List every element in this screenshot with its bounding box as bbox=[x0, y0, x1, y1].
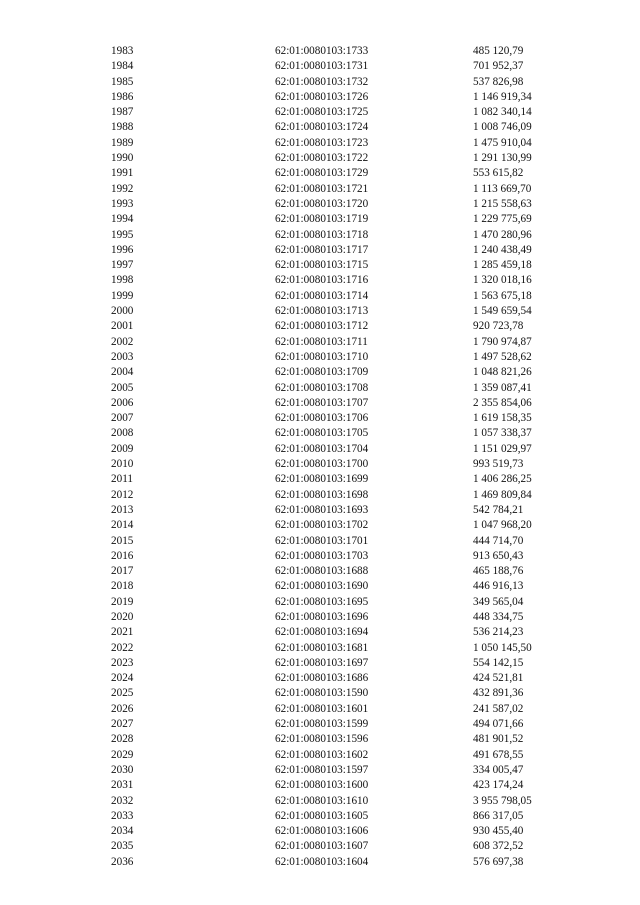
table-row bbox=[0, 335, 640, 350]
table-row bbox=[0, 319, 640, 334]
cadastral-number: 62:01:0080103:1696 bbox=[275, 610, 369, 623]
cadastral-number: 62:01:0080103:1604 bbox=[275, 855, 369, 868]
cadastral-number: 62:01:0080103:1695 bbox=[275, 595, 369, 608]
cadastral-number: 62:01:0080103:1599 bbox=[275, 718, 369, 731]
cadastral-number: 62:01:0080103:1607 bbox=[275, 840, 369, 853]
cadastral-number: 62:01:0080103:1732 bbox=[275, 75, 369, 88]
table-row bbox=[0, 855, 640, 870]
table-row bbox=[0, 625, 640, 640]
row-number: 2019 bbox=[111, 595, 134, 608]
cadastral-value: 1 146 919,34 bbox=[473, 90, 532, 103]
row-number: 2017 bbox=[111, 565, 134, 578]
table-row bbox=[0, 503, 640, 518]
row-number: 2014 bbox=[111, 519, 134, 532]
table-row bbox=[0, 686, 640, 701]
cadastral-value: 423 174,24 bbox=[473, 779, 524, 792]
table-row bbox=[0, 228, 640, 243]
cadastral-number: 62:01:0080103:1704 bbox=[275, 442, 369, 455]
table-row bbox=[0, 304, 640, 319]
cadastral-value: 701 952,37 bbox=[473, 60, 524, 73]
cadastral-number: 62:01:0080103:1707 bbox=[275, 396, 369, 409]
row-number: 2015 bbox=[111, 534, 134, 547]
row-number: 1991 bbox=[111, 167, 134, 180]
cadastral-value: 1 151 029,97 bbox=[473, 442, 532, 455]
row-number: 2035 bbox=[111, 840, 134, 853]
cadastral-number: 62:01:0080103:1711 bbox=[275, 335, 368, 348]
table-row bbox=[0, 763, 640, 778]
table-row bbox=[0, 105, 640, 120]
cadastral-number: 62:01:0080103:1596 bbox=[275, 733, 369, 746]
cadastral-number: 62:01:0080103:1723 bbox=[275, 136, 369, 149]
cadastral-value: 920 723,78 bbox=[473, 320, 524, 333]
row-number: 2030 bbox=[111, 763, 134, 776]
table-row bbox=[0, 350, 640, 365]
cadastral-value: 1 047 968,20 bbox=[473, 519, 532, 532]
table-row bbox=[0, 809, 640, 824]
cadastral-number: 62:01:0080103:1606 bbox=[275, 825, 369, 838]
row-number: 1984 bbox=[111, 60, 134, 73]
row-number: 2023 bbox=[111, 656, 134, 669]
cadastral-value: 553 615,82 bbox=[473, 167, 524, 180]
table-row bbox=[0, 243, 640, 258]
cadastral-value: 1 549 659,54 bbox=[473, 305, 532, 318]
table-row bbox=[0, 396, 640, 411]
cadastral-number: 62:01:0080103:1725 bbox=[275, 106, 369, 119]
row-number: 2022 bbox=[111, 641, 134, 654]
cadastral-value: 485 120,79 bbox=[473, 45, 524, 57]
cadastral-number: 62:01:0080103:1726 bbox=[275, 90, 369, 103]
row-number: 2029 bbox=[111, 748, 134, 761]
row-number: 2028 bbox=[111, 733, 134, 746]
cadastral-value: 349 565,04 bbox=[473, 595, 524, 608]
cadastral-value: 432 891,36 bbox=[473, 687, 524, 700]
row-number: 2027 bbox=[111, 718, 134, 731]
table-row bbox=[0, 258, 640, 273]
cadastral-value: 494 071,66 bbox=[473, 718, 524, 731]
cadastral-number: 62:01:0080103:1713 bbox=[275, 305, 369, 318]
cadastral-number: 62:01:0080103:1731 bbox=[275, 60, 369, 73]
table-row bbox=[0, 273, 640, 288]
cadastral-value: 608 372,52 bbox=[473, 840, 524, 853]
cadastral-number: 62:01:0080103:1700 bbox=[275, 458, 369, 471]
row-number: 2020 bbox=[111, 610, 134, 623]
cadastral-value: 1 320 018,16 bbox=[473, 274, 532, 287]
row-number: 2005 bbox=[111, 381, 134, 394]
row-number: 2007 bbox=[111, 412, 134, 425]
cadastral-value: 1 057 338,37 bbox=[473, 427, 532, 440]
table-row bbox=[0, 381, 640, 396]
cadastral-number: 62:01:0080103:1590 bbox=[275, 687, 369, 700]
cadastral-number: 62:01:0080103:1717 bbox=[275, 243, 369, 256]
cadastral-number: 62:01:0080103:1702 bbox=[275, 519, 369, 532]
table-row bbox=[0, 44, 640, 59]
cadastral-value: 491 678,55 bbox=[473, 748, 524, 761]
cadastral-number: 62:01:0080103:1705 bbox=[275, 427, 369, 440]
table-row bbox=[0, 59, 640, 74]
row-number: 2024 bbox=[111, 672, 134, 685]
cadastral-value: 424 521,81 bbox=[473, 672, 524, 685]
table-row bbox=[0, 534, 640, 549]
cadastral-value: 993 519,73 bbox=[473, 458, 524, 471]
cadastral-value: 866 317,05 bbox=[473, 809, 524, 822]
cadastral-value: 1 470 280,96 bbox=[473, 228, 532, 241]
cadastral-number: 62:01:0080103:1715 bbox=[275, 259, 369, 272]
row-number: 2021 bbox=[111, 626, 134, 639]
table-row bbox=[0, 671, 640, 686]
table-row bbox=[0, 579, 640, 594]
row-number: 2004 bbox=[111, 366, 134, 379]
cadastral-number: 62:01:0080103:1710 bbox=[275, 350, 369, 363]
row-number: 2012 bbox=[111, 488, 134, 501]
row-number: 2001 bbox=[111, 320, 134, 333]
table-row bbox=[0, 641, 640, 656]
cadastral-value: 1 082 340,14 bbox=[473, 106, 532, 119]
table-row bbox=[0, 702, 640, 717]
table-row bbox=[0, 488, 640, 503]
table-row bbox=[0, 595, 640, 610]
cadastral-value: 1 240 438,49 bbox=[473, 243, 532, 256]
row-number: 2034 bbox=[111, 825, 134, 838]
row-number: 1987 bbox=[111, 106, 134, 119]
cadastral-value: 913 650,43 bbox=[473, 549, 524, 562]
cadastral-value: 465 188,76 bbox=[473, 565, 524, 578]
table-row bbox=[0, 732, 640, 747]
cadastral-value: 1 050 145,50 bbox=[473, 641, 532, 654]
row-number: 1992 bbox=[111, 182, 134, 195]
table-row bbox=[0, 212, 640, 227]
cadastral-value: 1 291 130,99 bbox=[473, 152, 532, 165]
cadastral-value: 576 697,38 bbox=[473, 855, 524, 868]
cadastral-number: 62:01:0080103:1719 bbox=[275, 213, 369, 226]
cadastral-value: 554 142,15 bbox=[473, 656, 524, 669]
cadastral-value: 446 916,13 bbox=[473, 580, 524, 593]
cadastral-number: 62:01:0080103:1718 bbox=[275, 228, 369, 241]
cadastral-value: 1 008 746,09 bbox=[473, 121, 532, 134]
cadastral-number: 62:01:0080103:1690 bbox=[275, 580, 369, 593]
row-number: 2025 bbox=[111, 687, 134, 700]
cadastral-number: 62:01:0080103:1709 bbox=[275, 366, 369, 379]
row-number: 1988 bbox=[111, 121, 134, 134]
row-number: 2032 bbox=[111, 794, 134, 807]
table-row bbox=[0, 717, 640, 732]
data-table bbox=[0, 44, 640, 870]
table-row bbox=[0, 365, 640, 380]
row-number: 2031 bbox=[111, 779, 134, 792]
cadastral-number: 62:01:0080103:1698 bbox=[275, 488, 369, 501]
table-row bbox=[0, 289, 640, 304]
cadastral-number: 62:01:0080103:1716 bbox=[275, 274, 369, 287]
table-row bbox=[0, 75, 640, 90]
row-number: 2003 bbox=[111, 350, 134, 363]
table-row bbox=[0, 839, 640, 854]
cadastral-value: 1 790 974,87 bbox=[473, 335, 532, 348]
table-row bbox=[0, 151, 640, 166]
row-number: 2011 bbox=[111, 473, 133, 486]
table-row bbox=[0, 182, 640, 197]
row-number: 1989 bbox=[111, 136, 134, 149]
table-row bbox=[0, 120, 640, 135]
table-row bbox=[0, 442, 640, 457]
table-row bbox=[0, 748, 640, 763]
row-number: 2009 bbox=[111, 442, 134, 455]
table-row bbox=[0, 824, 640, 839]
row-number: 1986 bbox=[111, 90, 134, 103]
cadastral-value: 1 215 558,63 bbox=[473, 197, 532, 210]
table-row bbox=[0, 457, 640, 472]
cadastral-value: 1 113 669,70 bbox=[473, 182, 532, 195]
cadastral-number: 62:01:0080103:1694 bbox=[275, 626, 369, 639]
row-number: 1990 bbox=[111, 152, 134, 165]
cadastral-value: 1 229 775,69 bbox=[473, 213, 532, 226]
cadastral-number: 62:01:0080103:1602 bbox=[275, 748, 369, 761]
cadastral-number: 62:01:0080103:1703 bbox=[275, 549, 369, 562]
cadastral-number: 62:01:0080103:1697 bbox=[275, 656, 369, 669]
table-row bbox=[0, 472, 640, 487]
table-row bbox=[0, 426, 640, 441]
cadastral-value: 1 475 910,04 bbox=[473, 136, 532, 149]
table-row bbox=[0, 136, 640, 151]
cadastral-number: 62:01:0080103:1681 bbox=[275, 641, 369, 654]
cadastral-number: 62:01:0080103:1708 bbox=[275, 381, 369, 394]
cadastral-number: 62:01:0080103:1733 bbox=[275, 45, 369, 57]
cadastral-value: 1 048 821,26 bbox=[473, 366, 532, 379]
cadastral-value: 930 455,40 bbox=[473, 825, 524, 838]
cadastral-value: 334 005,47 bbox=[473, 763, 524, 776]
cadastral-value: 444 714,70 bbox=[473, 534, 524, 547]
cadastral-number: 62:01:0080103:1721 bbox=[275, 182, 369, 195]
cadastral-value: 542 784,21 bbox=[473, 503, 524, 516]
row-number: 1996 bbox=[111, 243, 134, 256]
table-row bbox=[0, 90, 640, 105]
row-number: 1997 bbox=[111, 259, 134, 272]
table-row bbox=[0, 518, 640, 533]
cadastral-number: 62:01:0080103:1701 bbox=[275, 534, 369, 547]
row-number: 2002 bbox=[111, 335, 134, 348]
row-number: 1983 bbox=[111, 45, 134, 57]
row-number: 2018 bbox=[111, 580, 134, 593]
table-row bbox=[0, 794, 640, 809]
cadastral-number: 62:01:0080103:1600 bbox=[275, 779, 369, 792]
cadastral-value: 448 334,75 bbox=[473, 610, 524, 623]
cadastral-number: 62:01:0080103:1706 bbox=[275, 412, 369, 425]
table-row bbox=[0, 564, 640, 579]
cadastral-value: 1 285 459,18 bbox=[473, 259, 532, 272]
row-number: 2010 bbox=[111, 458, 134, 471]
cadastral-value: 536 214,23 bbox=[473, 626, 524, 639]
row-number: 2006 bbox=[111, 396, 134, 409]
row-number: 2016 bbox=[111, 549, 134, 562]
cadastral-value: 1 497 528,62 bbox=[473, 350, 532, 363]
cadastral-value: 241 587,02 bbox=[473, 702, 524, 715]
row-number: 1999 bbox=[111, 289, 134, 302]
cadastral-number: 62:01:0080103:1610 bbox=[275, 794, 369, 807]
row-number: 2036 bbox=[111, 855, 134, 868]
row-number: 1994 bbox=[111, 213, 134, 226]
cadastral-value: 1 469 809,84 bbox=[473, 488, 532, 501]
cadastral-value: 3 955 798,05 bbox=[473, 794, 532, 807]
row-number: 1993 bbox=[111, 197, 134, 210]
cadastral-value: 1 563 675,18 bbox=[473, 289, 532, 302]
row-number: 2026 bbox=[111, 702, 134, 715]
cadastral-number: 62:01:0080103:1729 bbox=[275, 167, 369, 180]
cadastral-number: 62:01:0080103:1722 bbox=[275, 152, 369, 165]
table-row bbox=[0, 197, 640, 212]
row-number: 2008 bbox=[111, 427, 134, 440]
row-number: 2013 bbox=[111, 503, 134, 516]
row-number: 1985 bbox=[111, 75, 134, 88]
cadastral-number: 62:01:0080103:1720 bbox=[275, 197, 369, 210]
table-row bbox=[0, 411, 640, 426]
row-number: 1995 bbox=[111, 228, 134, 241]
table-row bbox=[0, 610, 640, 625]
cadastral-number: 62:01:0080103:1724 bbox=[275, 121, 369, 134]
cadastral-number: 62:01:0080103:1714 bbox=[275, 289, 369, 302]
cadastral-value: 1 359 087,41 bbox=[473, 381, 532, 394]
cadastral-number: 62:01:0080103:1605 bbox=[275, 809, 369, 822]
cadastral-value: 2 355 854,06 bbox=[473, 396, 532, 409]
cadastral-value: 1 619 158,35 bbox=[473, 412, 532, 425]
cadastral-number: 62:01:0080103:1597 bbox=[275, 763, 369, 776]
table-row bbox=[0, 166, 640, 181]
cadastral-number: 62:01:0080103:1699 bbox=[275, 473, 369, 486]
row-number: 2000 bbox=[111, 305, 134, 318]
row-number: 2033 bbox=[111, 809, 134, 822]
cadastral-number: 62:01:0080103:1686 bbox=[275, 672, 369, 685]
table-row bbox=[0, 656, 640, 671]
cadastral-number: 62:01:0080103:1688 bbox=[275, 565, 369, 578]
table-row bbox=[0, 549, 640, 564]
cadastral-value: 1 406 286,25 bbox=[473, 473, 532, 486]
cadastral-value: 537 826,98 bbox=[473, 75, 524, 88]
cadastral-value: 481 901,52 bbox=[473, 733, 524, 746]
cadastral-number: 62:01:0080103:1693 bbox=[275, 503, 369, 516]
table-row bbox=[0, 778, 640, 793]
cadastral-number: 62:01:0080103:1712 bbox=[275, 320, 369, 333]
cadastral-number: 62:01:0080103:1601 bbox=[275, 702, 369, 715]
row-number: 1998 bbox=[111, 274, 134, 287]
